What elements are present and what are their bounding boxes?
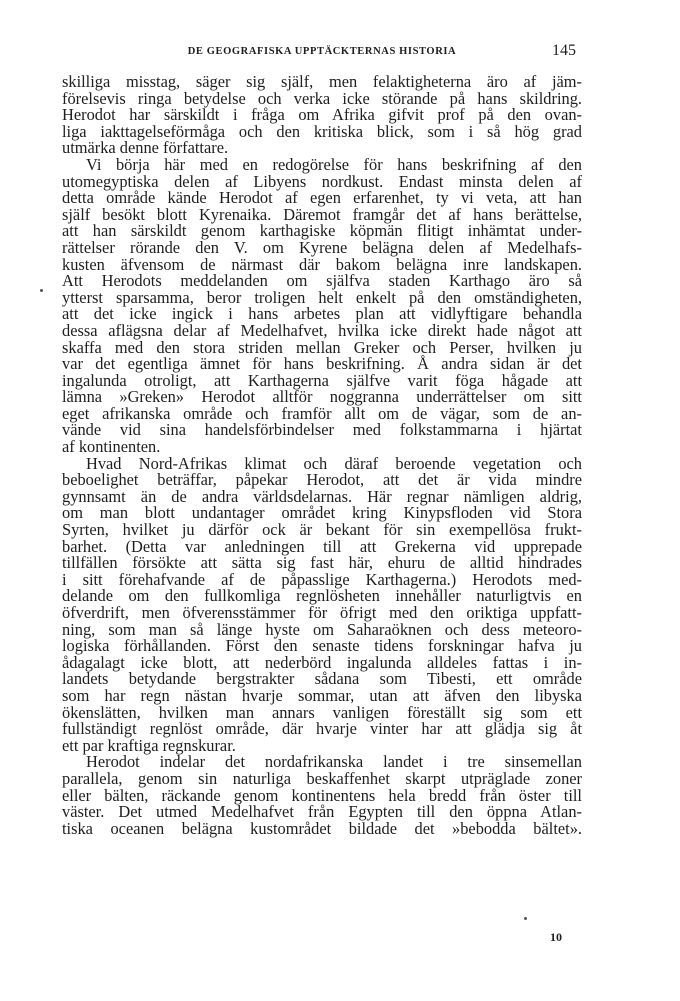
text-line: eller bälten, räckande genom kontinentens hela bredd från öster till [62,785,582,805]
text-line: utomegyptiska delen af Libyens nordkust. Endast minsta delen af [62,171,582,191]
text-line: ning, som man så länge hyste om Saharaöknen och dess meteoro- [62,619,582,639]
text-line: Att Herodots meddelanden om själfva staden Karthago äro så [62,271,582,291]
running-head [62,40,582,62]
text-line: att det icke ingick i hans arbetes plan att vidlyftigare behandla [62,304,582,324]
text-line: landets betydande bergstrakter sådana som Tibesti, ett område [62,669,582,689]
text-line: ingalunda otroligt, att Karthagerna själfve varit föga hågade att [62,370,582,390]
text-line: liga iakttagelseförmåga och den kritiska blick, som i så hög grad [62,121,582,141]
text-line: om man blott undantager området kring Kinypsfloden vid Stora [62,503,582,523]
margin-dot [40,289,43,292]
text-line: rättelser rörande den V. om Kyrene belägna delen af Medelhafs- [62,237,582,257]
paragraph-4 [62,754,582,837]
text-line: väster. Det utmed Medelhafvet från Egypten till den öppna Atlan- [62,802,582,822]
page-number: 145 [552,42,576,59]
bottom-dot [524,917,527,920]
text-line: ådagalagt icke blott, att nederbörd ingalunda alldeles fattas i in- [62,652,582,672]
text-line: tillfällen försökte att sätta sig fast här, ehuru de alltid hindrades [62,553,582,573]
text-line: Herodot har särskildt i fråga om Afrika gifvit prof på den ovan- [62,105,582,125]
text-line: att han särskildt genom karthagiske köpmän flitigt inhämtat under- [62,221,582,241]
signature-mark: 10 [550,930,562,944]
text-line: fullständigt regnlöst område, där hvarje vinter har att glädja sig åt [62,719,582,739]
text-line: förelsevis ringa betydelse och verka icke störande på hans skildring. [62,88,582,108]
text-line: lämna »Greken» Herodot alltför noggranna underrättelser om sitt [62,387,582,407]
running-title: DE GEOGRAFISKA UPPTÄCKTERNAS HISTORIA [187,46,457,57]
text-line: beboelighet beträffar, påpekar Herodot, att det är vida mindre [62,470,582,490]
text-line: var det egentliga ämnet för hans beskrifning. Å andra sidan är det [62,354,582,374]
text-line: skilliga misstag, säger sig själf, men felaktigheterna äro af jäm- [62,72,582,91]
text-line: barhet. (Detta var anledningen till att Grekerna vid upprepade [62,536,582,556]
text-line: parallela, genom sin naturliga beskaffenhet skarpt utpräglade zoner [62,768,582,788]
text-line: ökenslätten, hvilken man annars vanligen föreställt sig som ett [62,702,582,722]
text-line: logiska förhållanden. Först den senaste tidens forskningar hafva ju [62,636,582,656]
text-line: Herodot indelar det nordafrikanska landet i tre sinsemellan [86,752,582,772]
text-line: eget afrikanska område och framför allt om de vägar, som de an- [62,403,582,423]
text-line: utmärka denne författare. [62,138,229,158]
text-line: ytterst sparsamma, beror troligen helt enkelt på den omständigheten, [62,287,582,307]
text-line: vände vid sina handelsförbindelser med folkstammarna i hjärtat [62,420,582,440]
text-line: Vi börja här med en redogörelse för hans beskrifning af den [86,154,582,174]
text-line: ett par kraftiga regnskurar. [62,735,236,755]
body-text [62,74,582,837]
text-line: öfverdrift, men öfverensstämmer för öfrigt med den oriktiga uppfatt- [62,603,582,622]
paragraph-2 [62,154,582,457]
text-line: kusten äfvensom de närmast där bakom belägna inre landskapen. [62,254,582,274]
text-line: gynnsamt än de andra världsdelarnas. Här regnar nämligen aldrig, [62,486,582,506]
text-line: detta område kände Herodot af egen erfarenhet, ty vi veta, att han [62,188,582,208]
text-line: skaffa med den stora striden mellan Greker och Perser, hvilken ju [62,337,582,357]
text-line: som har regn nästan hvarje sommar, utan att äfven den libyska [62,685,582,705]
text-line: af kontinenten. [62,437,161,457]
paragraph-3 [62,453,582,755]
text-line: i sitt förehafvande af de påpasslige Karthagerna.) Herodots med- [62,569,582,589]
text-line: dessa aflägsna delar af Medelhafvet, hvilka icke direkt hade något att [62,320,582,340]
text-line: själf besökt blott Kyrenaika. Däremot framgår det af hans berättelse, [62,204,582,224]
text-line: tiska oceanen belägna kustområdet bildade det »bebodda bältet». [62,818,582,838]
text-line: Hvad Nord-Afrikas klimat och däraf beroende vegetation och [86,453,582,473]
text-line: Syrten, hvilket ju därför ock är bekant för sin exempellösa frukt- [62,520,582,540]
paragraph-1 [62,74,582,157]
page [62,40,582,944]
text-line: delande om den fullkomliga regnlösheten innehåller naturligtvis en [62,586,582,606]
